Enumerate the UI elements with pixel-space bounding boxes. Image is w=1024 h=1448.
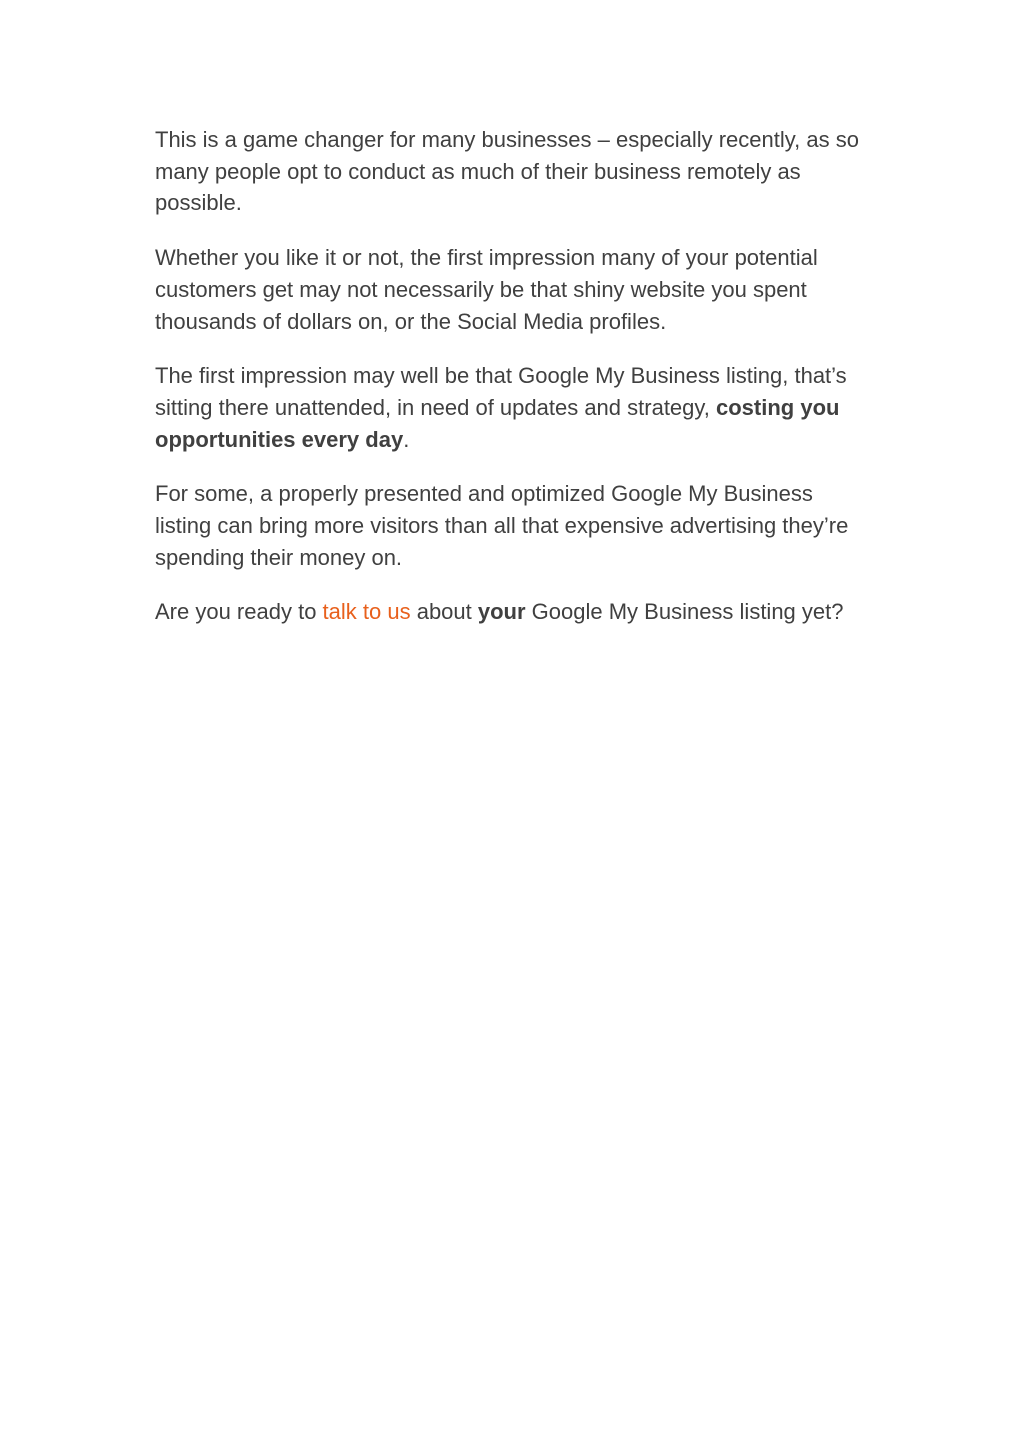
emphasis-your: your <box>477 599 526 625</box>
cta-start-text: Are you ready to <box>155 599 323 625</box>
paragraph-game-changer: This is a game changer for many businesses – especially recently, as so many people opt to conduct as much of their business remotely as possible. <box>155 127 859 216</box>
document-body <box>155 124 875 651</box>
emphasis-costing-opportunities: costing you opportunities every day <box>155 394 840 452</box>
talk-to-us-link[interactable]: talk to us <box>322 599 411 625</box>
cta-end-text: Google My Business listing yet? <box>525 599 844 625</box>
paragraph-first-impression: Whether you like it or not, the first impression many of your potential customers get may not necessarily be that shiny website you spent thousands of dollars on, or the Social Media profiles. <box>155 245 818 334</box>
paragraph-google-listing <box>155 360 875 455</box>
paragraph-google-listing-end: . <box>403 426 410 452</box>
paragraph-advertising: For some, a properly presented and optimized Google My Business listing can bring more visitors than all that expensive advertising they’re spending their money on. <box>155 481 849 570</box>
paragraph-google-listing-text: The first impression may well be that Google My Business listing, that’s sitting there unattended, in need of updates and strategy, <box>155 363 847 420</box>
cta-mid-text: about <box>410 599 478 625</box>
paragraph-call-to-action <box>155 596 875 628</box>
